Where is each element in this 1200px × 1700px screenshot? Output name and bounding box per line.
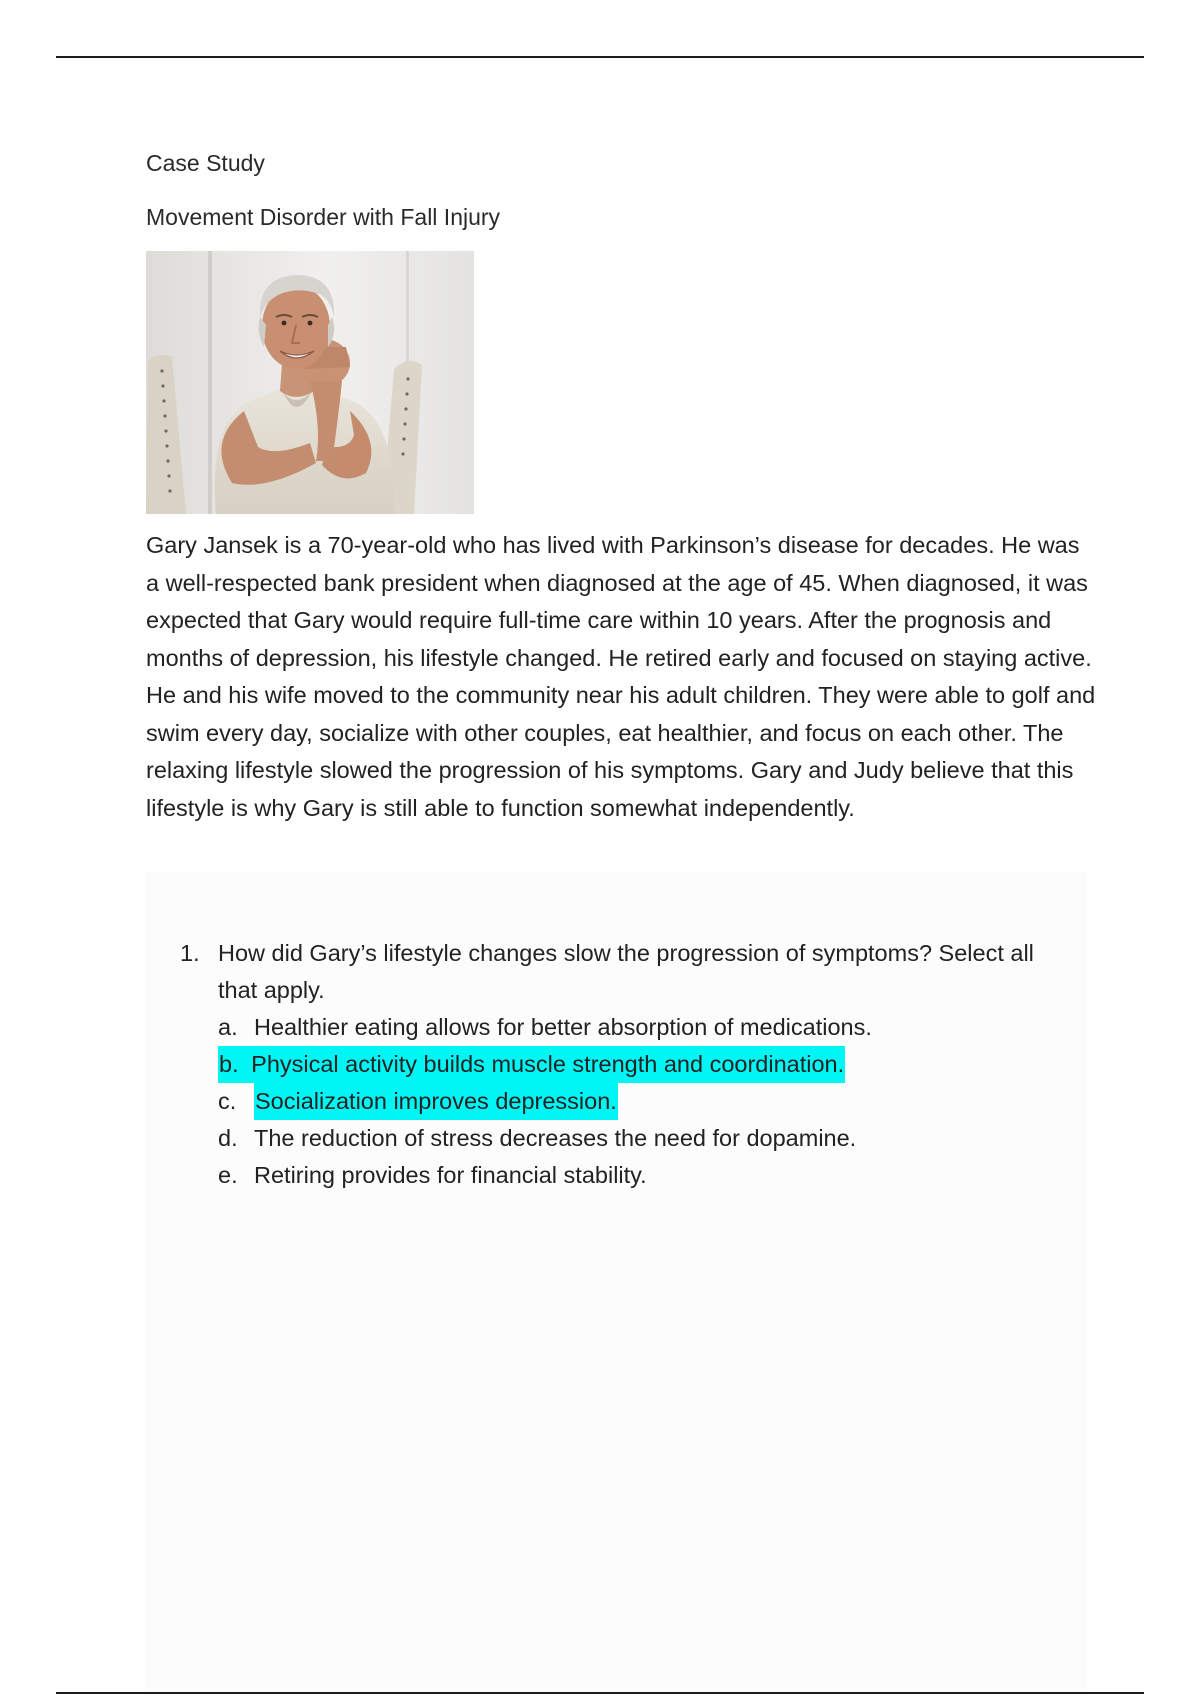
option-letter: a. xyxy=(218,1014,238,1040)
option-text: The reduction of stress decreases the need for dopamine. xyxy=(254,1125,857,1151)
option-letter: e. xyxy=(218,1162,238,1188)
case-narrative: Gary Jansek is a 70-year-old who has lived with Parkinson’s disease for decades. He was a well-respected bank president when diagnosed at the age of 45. When diagnosed, it was expected that Gary would require full-time care within 10 years. After the prognosis and months of depression, his lifestyle changed. He retired early and focused on staying active. He and his wife moved to the community near his adult children. They were able to golf and swim every day, socialize with other couples, eat healthier, and focus on each other. The relaxing lifestyle slowed the progression of his symptoms. Gary and Judy believe that this lifestyle is why Gary is still able to function somewhat independently. xyxy=(146,532,1096,821)
bottom-rule xyxy=(56,1692,1144,1694)
option-c[interactable] xyxy=(218,1083,1080,1120)
question-1 xyxy=(180,935,1080,1194)
option-letter: c. xyxy=(218,1088,237,1114)
top-rule xyxy=(56,56,1144,58)
option-letter: d. xyxy=(218,1125,238,1151)
option-text: Healthier eating allows for better absorption of medications. xyxy=(254,1014,872,1040)
document-subtitle: Movement Disorder with Fall Injury xyxy=(146,204,501,230)
document-title: Case Study xyxy=(146,150,265,176)
patient-photo xyxy=(146,251,474,514)
option-text: Retiring provides for financial stability. xyxy=(254,1162,647,1188)
question-number: 1. xyxy=(180,940,200,966)
option-d[interactable] xyxy=(218,1120,1080,1157)
option-letter: b. xyxy=(219,1051,239,1077)
option-b[interactable] xyxy=(218,1046,1080,1083)
option-a[interactable] xyxy=(218,1009,1080,1046)
answer-options xyxy=(218,1009,1080,1194)
question-text: How did Gary’s lifestyle changes slow the progression of symptoms? Select all that apply. xyxy=(218,940,1034,1003)
option-text: Physical activity builds muscle strength and coordination. xyxy=(251,1051,845,1077)
option-text: Socialization improves depression. xyxy=(254,1083,618,1120)
option-e[interactable] xyxy=(218,1157,1080,1194)
